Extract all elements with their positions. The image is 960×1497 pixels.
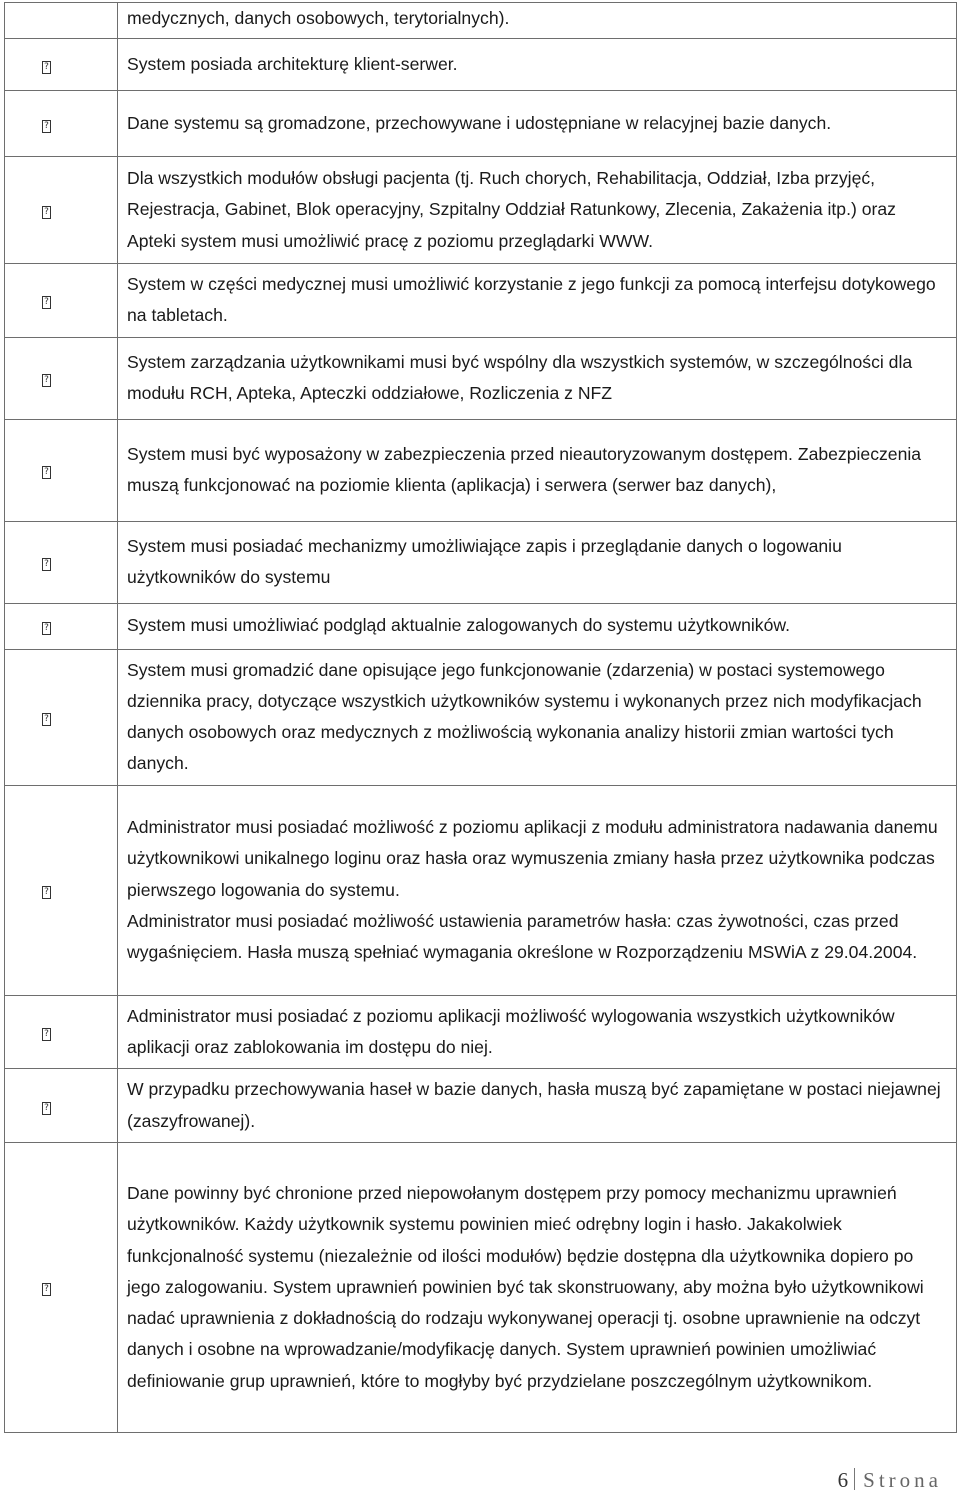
requirement-row [5,157,957,264]
requirement-marker-cell [5,337,118,419]
requirement-text-cell [118,3,957,39]
requirement-text: Dla wszystkich modułów obsługi pacjenta (tj. Ruch chorych, Rehabilitacja, Oddział, Izba przyjęć, Rejestracja, Gabinet, Blok operacyjny, Szpitalny Oddział Ratunkowy, Zlecenia, Zakażenia itp.) oraz Apteki system musi umożliwić pracę z poziomu przeglądarki WWW. [127,168,896,251]
requirement-text: System musi posiadać mechanizmy umożliwiające zapis i przeglądanie danych o logowaniu użytkowników do systemu [127,535,842,588]
page-number: 6 [837,1468,849,1492]
requirement-marker-cell [5,39,118,91]
requirement-text: Administrator musi posiadać możliwość z poziomu aplikacji z modułu administratora nadawania danemu użytkownikowi unikalnego loginu oraz hasła oraz wymuszenia zmiany hasła przez użytkownika podczas pierwszego logowania do systemu. [127,817,938,900]
requirement-marker-cell [5,649,118,785]
missing-glyph-icon: ? [42,296,51,309]
requirement-text-cell [118,337,957,419]
missing-glyph-icon: ? [42,558,51,571]
requirements-table [4,2,957,1433]
requirement-text-cell [118,603,957,649]
requirement-text-cell [118,1142,957,1432]
requirement-row [5,3,957,39]
requirement-marker-cell [5,785,118,995]
requirement-marker-cell [5,91,118,157]
requirement-row [5,1142,957,1432]
page-label: Strona [863,1468,942,1492]
missing-glyph-icon: ? [42,1102,51,1115]
missing-glyph-icon: ? [42,206,51,219]
missing-glyph-icon: ? [42,374,51,387]
requirement-marker-cell [5,1142,118,1432]
page-footer [838,1468,942,1493]
requirement-text: Administrator musi posiadać możliwość ustawienia parametrów hasła: czas żywotności, czas przed wygaśnięciem. Hasła muszą spełniać wymagania określone w Rozporządzeniu MSWiA z 29.04.2004. [127,910,918,963]
missing-glyph-icon: ? [42,713,51,726]
requirement-marker-cell [5,419,118,521]
requirement-text: Dane systemu są gromadzone, przechowywane i udostępniane w relacyjnej bazie danych. [127,112,832,133]
requirement-text: medycznych, danych osobowych, terytorialnych). [127,8,510,28]
requirement-row [5,603,957,649]
requirement-row [5,995,957,1069]
requirement-row [5,419,957,521]
requirement-marker-cell [5,3,118,39]
missing-glyph-icon: ? [42,622,51,635]
missing-glyph-icon: ? [42,886,51,899]
requirement-text-cell [118,521,957,603]
requirement-text-cell [118,157,957,264]
requirement-marker-cell [5,264,118,338]
requirement-row [5,1069,957,1143]
requirement-text: Administrator musi posiadać z poziomu aplikacji możliwość wylogowania wszystkich użytkowników aplikacji oraz zablokowania im dostępu do niej. [127,1005,895,1058]
requirement-row [5,264,957,338]
missing-glyph-icon: ? [42,1028,51,1041]
requirement-text-cell [118,1069,957,1143]
requirement-text-cell [118,91,957,157]
footer-divider [854,1468,855,1490]
requirement-row [5,785,957,995]
requirements-table-body [5,3,957,1433]
missing-glyph-icon: ? [42,61,51,74]
requirement-text: System musi gromadzić dane opisujące jego funkcjonowanie (zdarzenia) w postaci systemowego dziennika pracy, dotyczące wszystkich użytkowników systemu i wykonanych przez nich modyfikacjach danych osobowych oraz medycznych z możliwością wykonania analizy historii zmian wartości tych danych. [127,659,922,774]
requirement-text: Dane powinny być chronione przed niepowołanym dostępem przy pomocy mechanizmu uprawnień użytkowników. Każdy użytkownik systemu powinien mieć odrębny login i hasło. Jakakolwiek funkcjonalność systemu (niezależnie od ilości modułów) będzie dostępna dla użytkownika dopiero po jego zalogowaniu. System uprawnień powinien być tak skonstruowany, aby można było użytkownikowi nadać uprawnienia z dokładnością do rodzaju wykonywanej operacji tj. osobne uprawnienie na odczyt danych i osobne na wprowadzanie/modyfikację danych. System uprawnień powinien umożliwiać definiowanie grup uprawnień, które to mogłyby być przydzielane poszczególnym użytkownikom. [127,1182,924,1391]
missing-glyph-icon: ? [42,1283,51,1296]
requirement-marker-cell [5,995,118,1069]
requirement-text: System musi umożliwiać podgląd aktualnie zalogowanych do systemu użytkowników. [127,615,791,636]
missing-glyph-icon: ? [42,120,51,133]
requirement-row [5,39,957,91]
missing-glyph-icon: ? [42,466,51,479]
requirement-text: System posiada architekturę klient-serwer. [127,53,458,74]
requirement-marker-cell [5,1069,118,1143]
requirement-marker-cell [5,157,118,264]
requirement-text-cell [118,419,957,521]
requirement-row [5,91,957,157]
requirement-text: W przypadku przechowywania haseł w bazie danych, hasła muszą być zapamiętane w postaci niejawnej (zaszyfrowanej). [127,1079,941,1131]
requirement-text-cell [118,785,957,995]
requirement-text-cell [118,649,957,785]
requirement-row [5,649,957,785]
requirement-marker-cell [5,521,118,603]
requirement-text-cell [118,264,957,338]
requirement-text-cell [118,39,957,91]
requirement-row [5,337,957,419]
requirement-marker-cell [5,603,118,649]
requirement-text: System zarządzania użytkownikami musi być wspólny dla wszystkich systemów, w szczególności dla modułu RCH, Apteka, Apteczki oddziałowe, Rozliczenia z NFZ [127,351,913,404]
requirement-row [5,521,957,603]
requirement-text-cell [118,995,957,1069]
requirement-text: System w części medycznej musi umożliwić korzystanie z jego funkcji za pomocą interfejsu dotykowego na tabletach. [127,274,936,326]
requirement-text: System musi być wyposażony w zabezpieczenia przed nieautoryzowanym dostępem. Zabezpieczenia muszą funkcjonować na poziomie klienta (aplikacja) i serwera (serwer baz danych), [127,443,922,496]
